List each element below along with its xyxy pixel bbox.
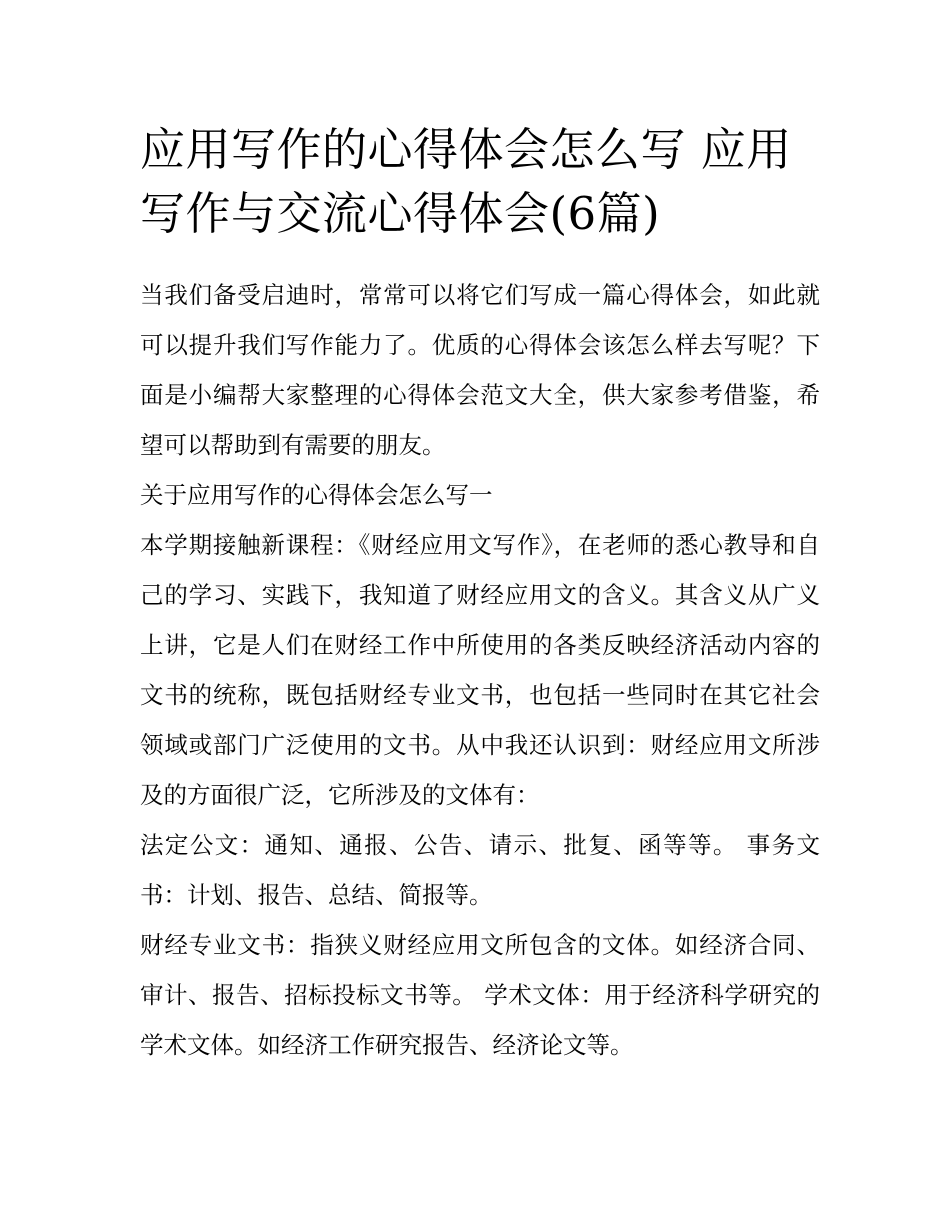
document-content	[140, 118, 820, 1070]
paragraph-intro: 当我们备受启迪时，常常可以将它们写成一篇心得体会，如此就可以提升我们写作能力了。优质的心得体会该怎么样去写呢？下面是小编帮大家整理的心得体会范文大全，供大家参考借鉴，希望可以帮助到有需要的朋友。	[140, 281, 820, 459]
paragraph-course: 本学期接触新课程：《财经应用文写作》，在老师的悉心教导和自己的学习、实践下，我知道了财经应用文的含义。其含义从广义上讲，它是人们在财经工作中所使用的各类反映经济活动内容的文书的统称，既包括财经专业文书，也包括一些同时在其它社会领域或部门广泛使用的文书。从中我还认识到：财经应用文所涉及的方面很广泛，它所涉及的文体有：	[140, 531, 820, 809]
section-heading: 关于应用写作的心得体会怎么写一	[140, 481, 493, 509]
document-title: 应用写作的心得体会怎么写 应用写作与交流心得体会(6篇)	[140, 123, 792, 240]
paragraph-professional-documents: 财经专业文书：指狭义财经应用文所包含的文体。如经济合同、审计、报告、招标投标文书等。 学术文体：用于经济科学研究的学术文体。如经济工作研究报告、经济论文等。	[140, 931, 820, 1059]
paragraph-legal-documents: 法定公文：通知、通报、公告、请示、批复、函等等。 事务文书：计划、报告、总结、简报等。	[140, 831, 820, 909]
